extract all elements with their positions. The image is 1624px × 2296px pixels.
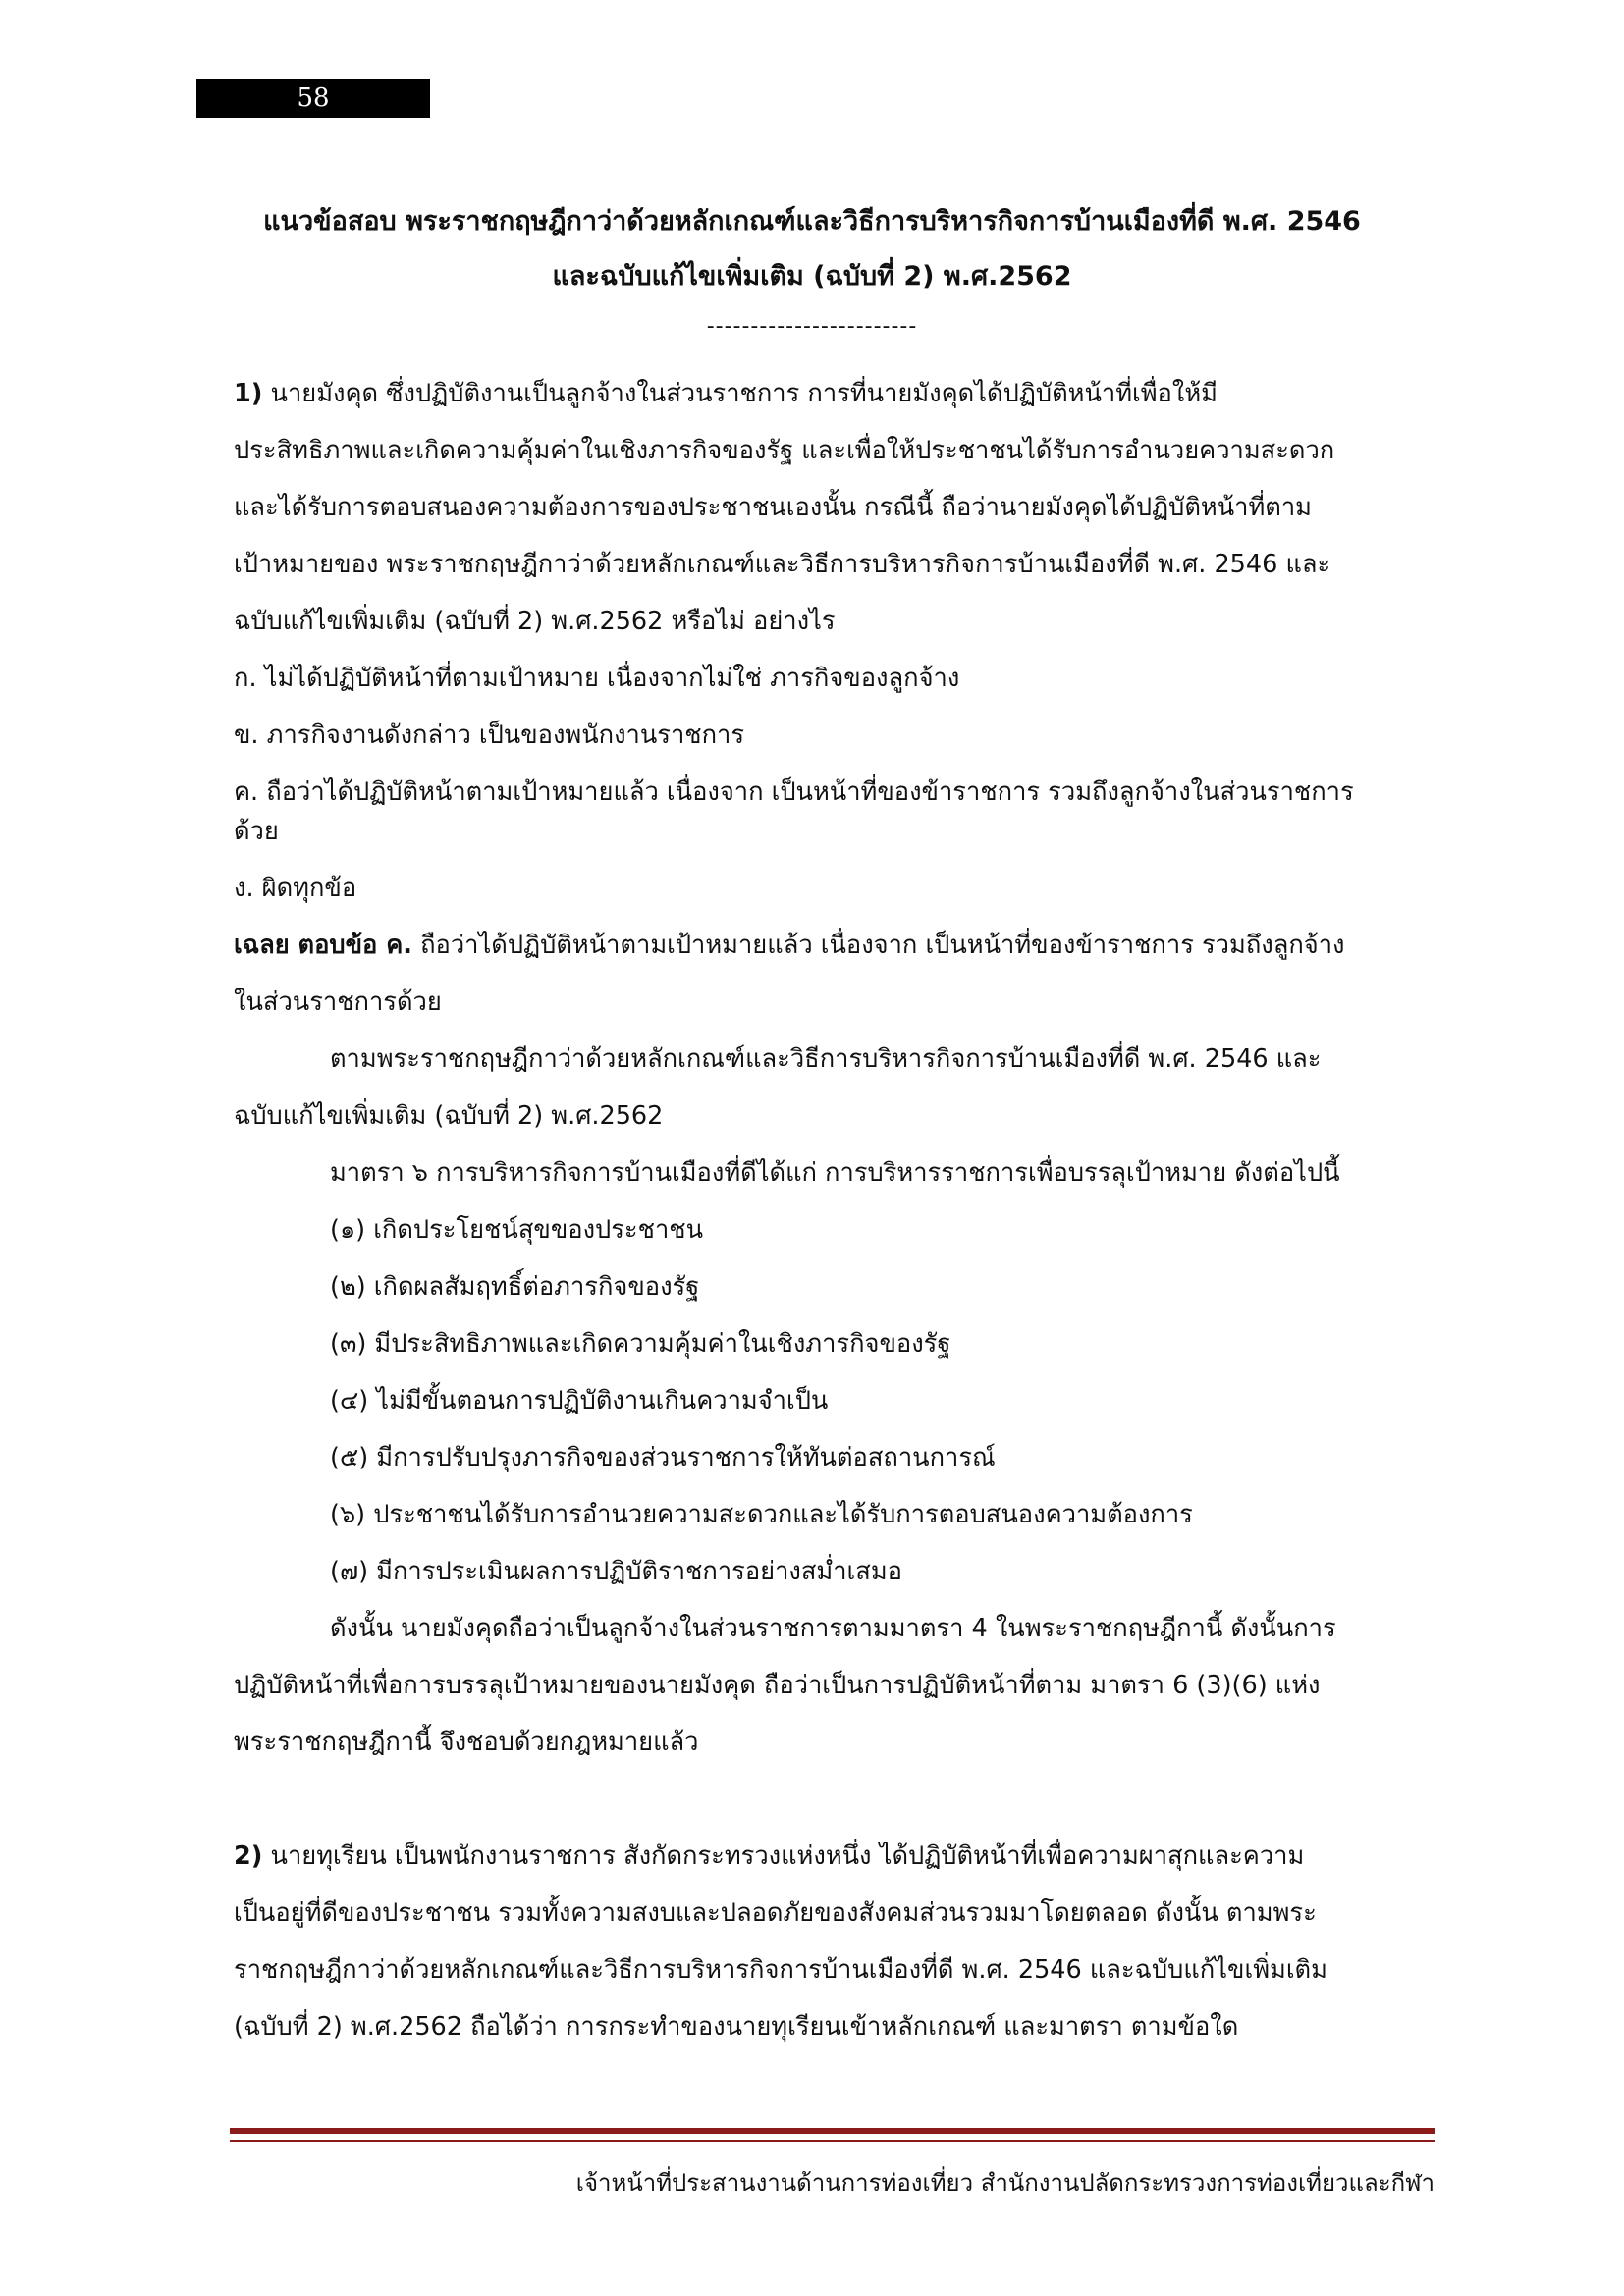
question-2-line: เป็นอยู่ที่ดีของประชาชน รวมทั้งความสงบและปลอดภัยของสังคมส่วนรวมมาโดยตลอด ดังนั้น ตามพระ	[234, 1898, 1317, 1928]
goal-item: (๗) มีการประเมินผลการปฏิบัติราชการอย่างสม่ำเสมอ	[330, 1557, 902, 1586]
goal-item: (๔) ไม่มีขั้นตอนการปฏิบัติงานเกินความจำเป็น	[330, 1386, 829, 1415]
conclusion-line: พระราชกฤษฎีกานี้ จึงชอบด้วยกฎหมายแล้ว	[234, 1728, 699, 1757]
question-1-line: เป้าหมายของ พระราชกฤษฎีกาว่าด้วยหลักเกณฑ์และวิธีการบริหารกิจการบ้านเมืองที่ดี พ.ศ. 2546 และ	[234, 550, 1331, 579]
goal-item: (๕) มีการปรับปรุงภารกิจของส่วนราชการให้ทันต่อสถานการณ์	[330, 1443, 996, 1472]
question-1-line: ประสิทธิภาพและเกิดความคุ้มค่าในเชิงภารกิจของรัฐ และเพื่อให้ประชาชนได้รับการอำนวยความสะดวก	[234, 436, 1335, 465]
conclusion-line: ปฏิบัติหน้าที่เพื่อการบรรลุเป้าหมายของนายมังคุด ถือว่าเป็นการปฏิบัติหน้าที่ตาม มาตรา 6 (3)(6) แห่ง	[234, 1671, 1321, 1700]
answer-label: เฉลย ตอบข้อ ค.	[234, 931, 412, 960]
option-b: ข. ภารกิจงานดังกล่าว เป็นของพนักงานราชการ	[234, 721, 745, 750]
section-6: มาตรา ๖ การบริหารกิจการบ้านเมืองที่ดีได้แก่ การบริหารราชการเพื่อบรรลุเป้าหมาย ดังต่อไปนี้	[330, 1158, 1340, 1188]
title-separator: ------------------------	[706, 314, 918, 339]
footer-rule-thick	[230, 2128, 1435, 2134]
reference-line: ฉบับแก้ไขเพิ่มเติม (ฉบับที่ 2) พ.ศ.2562	[234, 1101, 664, 1131]
footer-rule-thin	[230, 2140, 1435, 2142]
goal-item: (๑) เกิดประโยชน์สุขของประชาชน	[330, 1215, 703, 1245]
answer-line: เฉลย ตอบข้อ ค. ถือว่าได้ปฏิบัติหน้าตามเป้าหมายแล้ว เนื่องจาก เป็นหน้าที่ของข้าราชการ รวมถึงลูกจ้าง	[234, 931, 1345, 960]
document-title-line-2: และฉบับแก้ไขเพิ่มเติม (ฉบับที่ 2) พ.ศ.2562	[552, 261, 1072, 292]
page-footer: เจ้าหน้าที่ประสานงานด้านการท่องเที่ยว สำนักงานปลัดกระทรวงการท่องเที่ยวและกีฬา	[575, 2169, 1435, 2197]
goal-item: (๒) เกิดผลสัมฤทธิ์ต่อภารกิจของรัฐ	[330, 1272, 700, 1302]
reference-line: ตามพระราชกฤษฎีกาว่าด้วยหลักเกณฑ์และวิธีการบริหารกิจการบ้านเมืองที่ดี พ.ศ. 2546 และ	[330, 1044, 1322, 1074]
option-d: ง. ผิดทุกข้อ	[234, 874, 357, 903]
question-1-number: 1)	[234, 379, 263, 408]
option-a: ก. ไม่ได้ปฏิบัติหน้าที่ตามเป้าหมาย เนื่องจากไม่ใช่ ภารกิจของลูกจ้าง	[234, 664, 960, 693]
answer-line: ในส่วนราชการด้วย	[234, 988, 442, 1017]
question-2-line: (ฉบับที่ 2) พ.ศ.2562 ถือได้ว่า การกระทำของนายทุเรียนเข้าหลักเกณฑ์ และมาตรา ตามข้อใด	[234, 2012, 1239, 2042]
question-2-line: ราชกฤษฎีกาว่าด้วยหลักเกณฑ์และวิธีการบริหารกิจการบ้านเมืองที่ดี พ.ศ. 2546 และฉบับแก้ไขเพิ่มเติม	[234, 1955, 1327, 1985]
question-1-line: 1) นายมังคุด ซึ่งปฏิบัติงานเป็นลูกจ้างในส่วนราชการ การที่นายมังคุดได้ปฏิบัติหน้าที่เพื่อให้มี	[234, 379, 1218, 408]
conclusion-line: ดังนั้น นายมังคุดถือว่าเป็นลูกจ้างในส่วนราชการตามมาตรา 4 ในพระราชกฤษฎีกานี้ ดังนั้นการ	[330, 1614, 1336, 1643]
document-body	[234, 365, 1432, 2056]
question-2-number: 2)	[234, 1842, 263, 1871]
question-2-line: 2) นายทุเรียน เป็นพนักงานราชการ สังกัดกระทรวงแห่งหนึ่ง ได้ปฏิบัติหน้าที่เพื่อความผาสุกและความ	[234, 1842, 1305, 1871]
page-number: 58	[196, 79, 430, 118]
goal-item: (๓) มีประสิทธิภาพและเกิดความคุ้มค่าในเชิงภารกิจของรัฐ	[330, 1329, 951, 1359]
question-1-line: และได้รับการตอบสนองความต้องการของประชาชนเองนั้น กรณีนี้ ถือว่านายมังคุดได้ปฏิบัติหน้าที่ตาม	[234, 493, 1312, 522]
document-title-line-1: แนวข้อสอบ พระราชกฤษฎีกาว่าด้วยหลักเกณฑ์และวิธีการบริหารกิจการบ้านเมืองที่ดี พ.ศ. 2546	[263, 206, 1361, 237]
goal-item: (๖) ประชาชนได้รับการอำนวยความสะดวกและได้รับการตอบสนองความต้องการ	[330, 1500, 1193, 1529]
option-c-continued: ด้วย	[234, 817, 279, 846]
question-1-line: ฉบับแก้ไขเพิ่มเติม (ฉบับที่ 2) พ.ศ.2562 หรือไม่ อย่างไร	[234, 607, 836, 636]
paragraph-gap	[234, 1771, 1432, 1828]
option-c: ค. ถือว่าได้ปฏิบัติหน้าตามเป้าหมายแล้ว เนื่องจาก เป็นหน้าที่ของข้าราชการ รวมถึงลูกจ้างในส่วนราชการ	[234, 777, 1354, 807]
